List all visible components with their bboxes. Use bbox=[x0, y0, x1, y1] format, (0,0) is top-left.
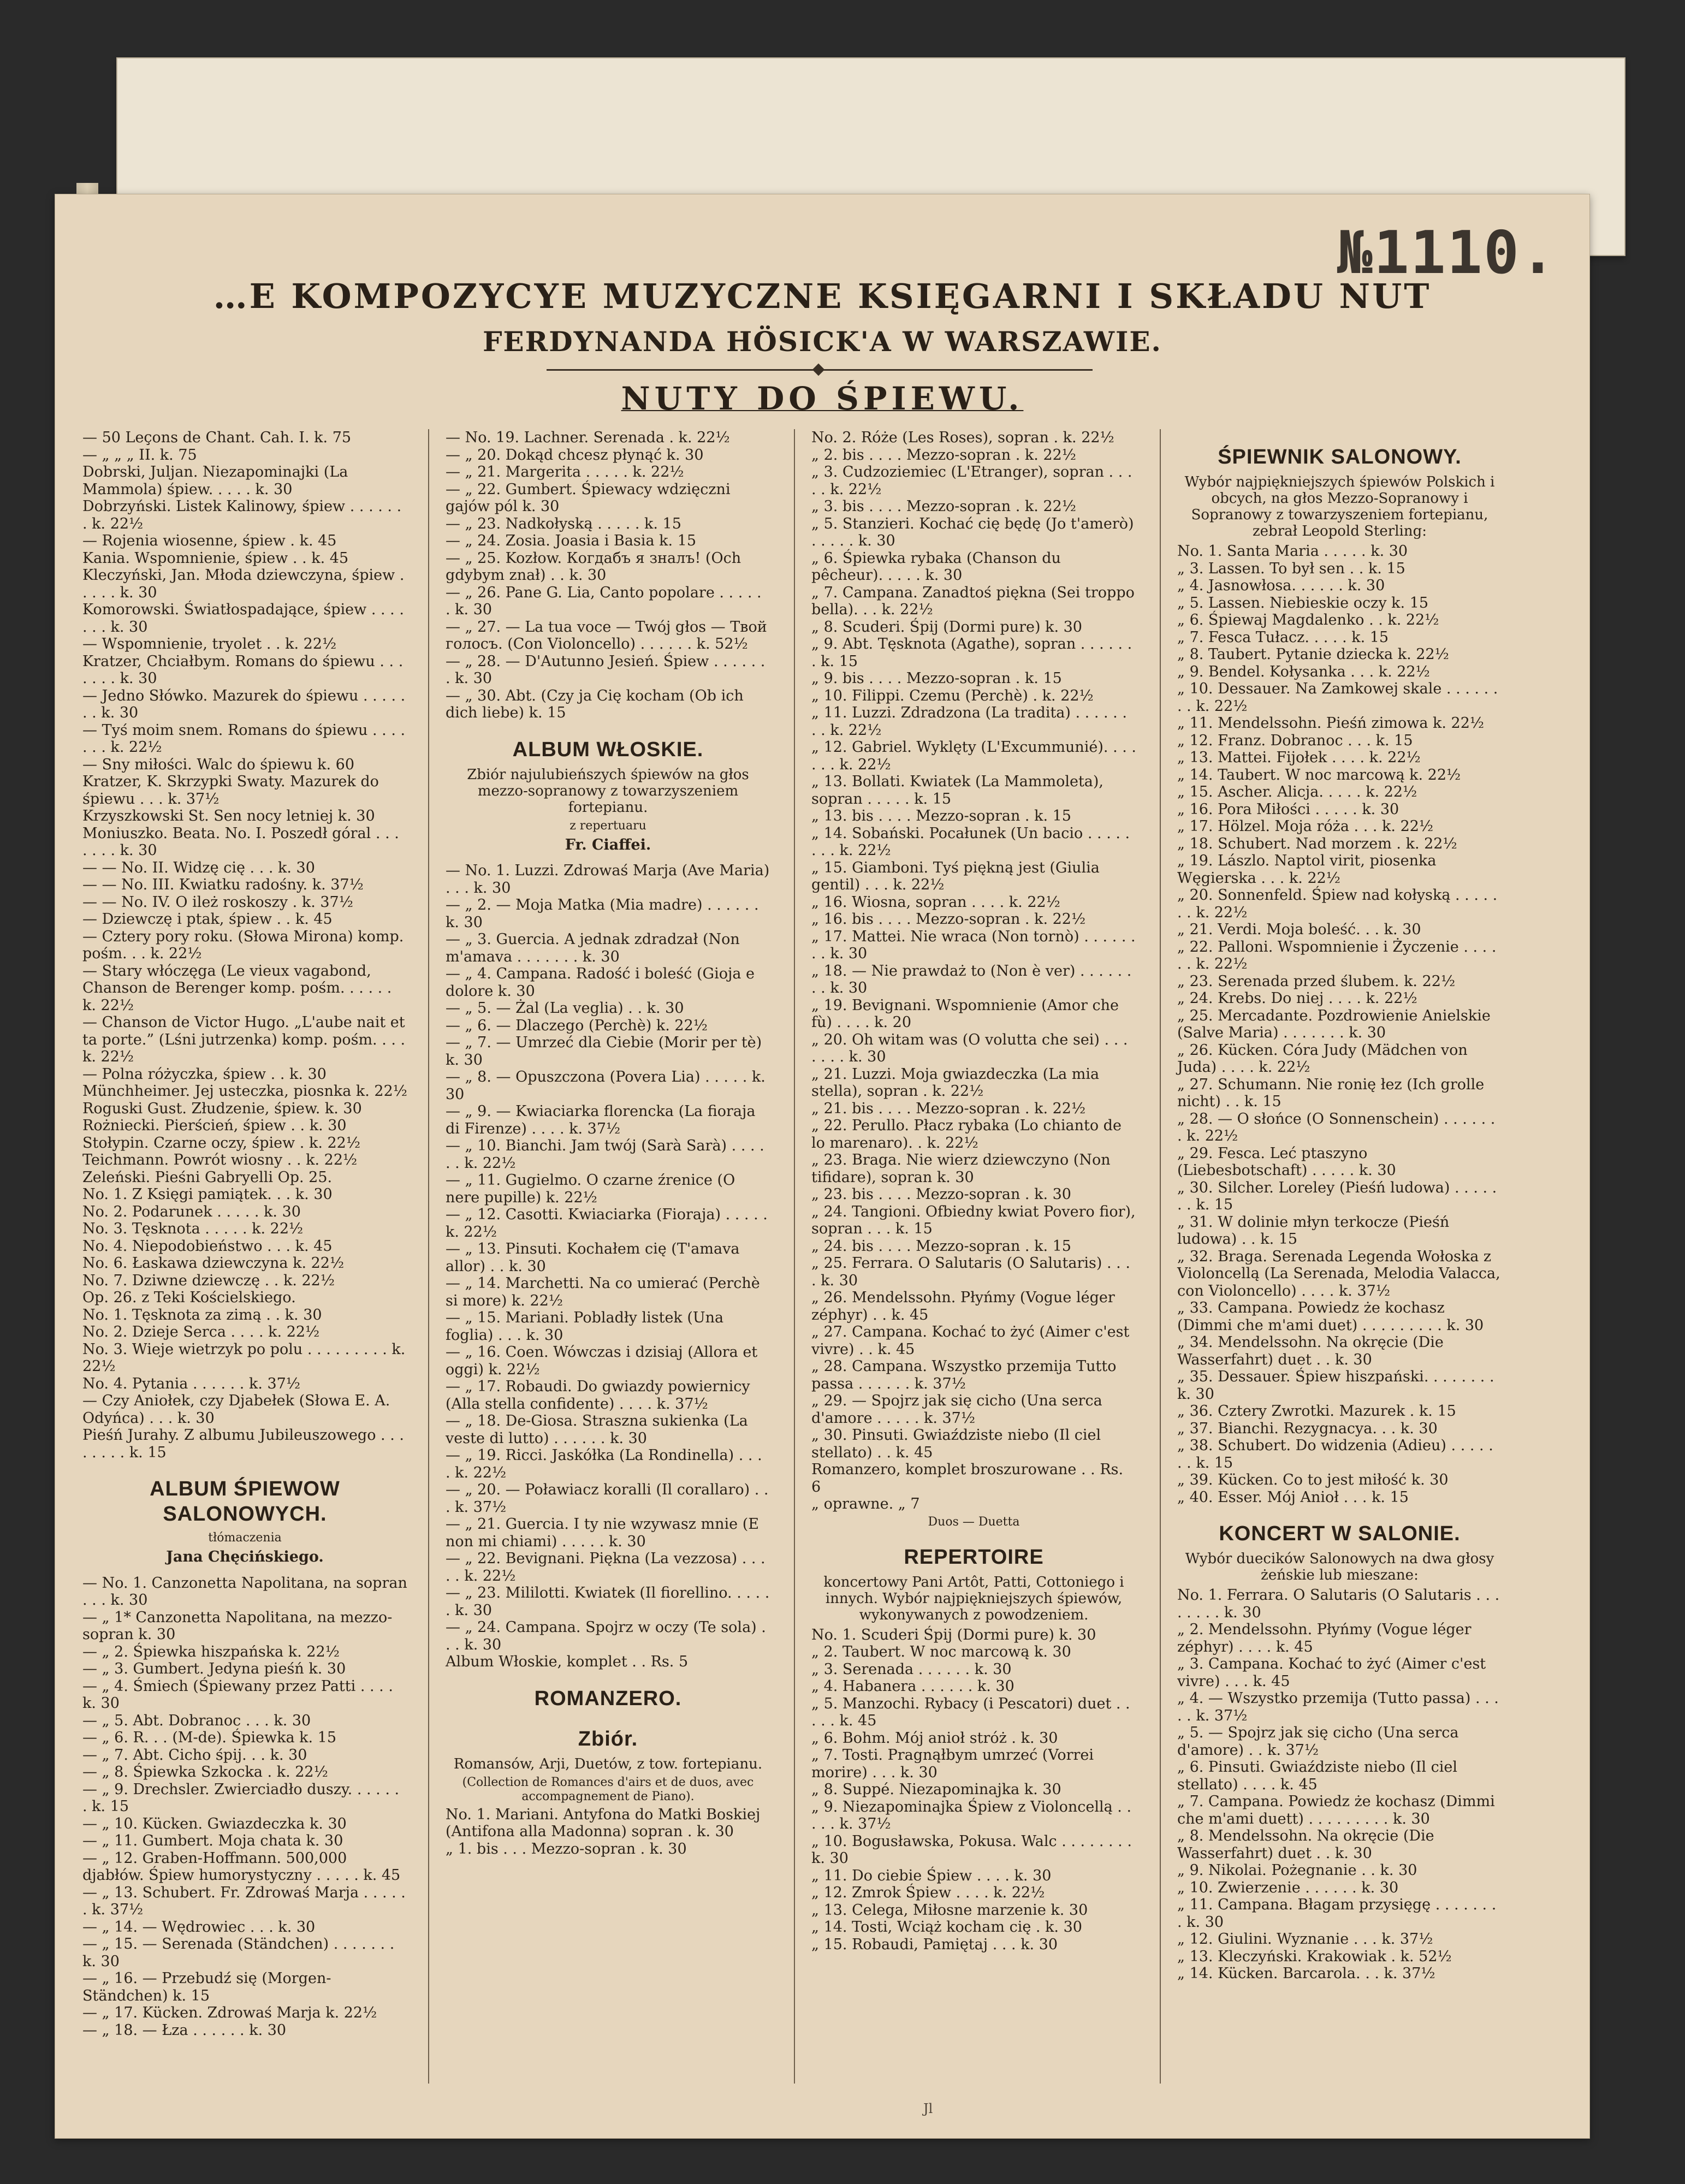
catalog-entry: Rożniecki. Pierścień, śpiew . . k. 30 bbox=[82, 1117, 347, 1134]
catalog-entry: — „ 16. Coen. Wówczas i dzisiaj (Allora et oggi) k. 22½ bbox=[446, 1344, 758, 1378]
section-heading: ŚPIEWNIK SALONOWY. bbox=[1218, 446, 1462, 468]
catalog-entry: „ 10. Dessauer. Na Zamkowej skale . . . . . . . . k. 22½ bbox=[1177, 680, 1498, 715]
catalog-entry: No. 4. Niepodobieństwo . . . k. 45 bbox=[82, 1237, 333, 1255]
catalog-entry: — — No. IV. O ileż roskoszy . k. 37½ bbox=[82, 893, 353, 911]
catalog-entry: — „ 17. Robaudi. Do gwiazdy powiernicy (Alla stella confidente) . . . . k. 37½ bbox=[446, 1378, 750, 1413]
catalog-entry: „ 27. Schumann. Nie ronię łez (Ich grolle nicht) . . k. 15 bbox=[1177, 1076, 1485, 1110]
catalog-entry: „ 27. Campana. Kochać to żyć (Aimer c'est vivre) . . k. 45 bbox=[811, 1324, 1130, 1358]
catalog-entry: — „ 14. — Wędrowiec . . . k. 30 bbox=[82, 1918, 316, 1936]
catalog-entry: No. 2. Dzieje Serca . . . . k. 22½ bbox=[82, 1324, 320, 1340]
catalog-entry: „ 5. Lassen. Niebieskie oczy k. 15 bbox=[1177, 594, 1429, 612]
section-description: Romansów, Arji, Duetów, z tow. fortepianu. bbox=[453, 1755, 763, 1772]
catalog-entry: — „ 9. — Kwiaciarka florencka (La fioraja di Firenze) . . . . k. 37½ bbox=[446, 1103, 756, 1137]
catalog-entry: „ 23. bis . . . . Mezzo-sopran . k. 30 bbox=[811, 1186, 1071, 1203]
catalog-entry: „ 7. Campana. Zanadtoś piękna (Sei troppo bella). . . k. 22½ bbox=[811, 584, 1135, 618]
catalog-entry: — „ 4. Campana. Radość i boleść (Gioja e dolore k. 30 bbox=[446, 965, 755, 1000]
catalog-entry: „ 24. Krebs. Do niej . . . . k. 22½ bbox=[1177, 990, 1417, 1007]
catalog-entry: „ 7. Campana. Powiedz że kochasz (Dimmi che m'ami duett) . . . . . . . . . k. 30 bbox=[1177, 1793, 1495, 1827]
catalog-entry: No. 6. Łaskawa dziewczyna k. 22½ bbox=[82, 1255, 345, 1272]
catalog-entry: „ 17. Hölzel. Moja róża . . . k. 22½ bbox=[1177, 818, 1434, 835]
catalog-entry: „ 13. Mattei. Fijołek . . . . k. 22½ bbox=[1177, 749, 1421, 766]
catalog-entry: „ 6. Śpiewaj Magdalenko . . k. 22½ bbox=[1177, 612, 1439, 628]
catalog-entry: — Rojenia wiosenne, śpiew . k. 45 bbox=[82, 532, 337, 549]
catalog-entry: „ 3. Campana. Kochać to żyć (Aimer c'est vivre) . . . k. 45 bbox=[1177, 1655, 1486, 1690]
catalog-entry: „ 8. Taubert. Pytanie dziecka k. 22½ bbox=[1177, 646, 1449, 663]
catalog-entry: „ 15. Ascher. Alicja. . . . . k. 22½ bbox=[1177, 784, 1417, 800]
catalog-entry: — „ 2. Śpiewka hiszpańska k. 22½ bbox=[82, 1643, 340, 1660]
catalog-entry: No. 1. Tęsknota za zimą . . k. 30 bbox=[82, 1306, 322, 1324]
catalog-entry: — No. 1. Luzzi. Zdrowaś Marja (Ave Maria) . . . k. 30 bbox=[446, 862, 770, 897]
page-subtitle: FERDYNANDA HÖSICK'A W WARSZAWIE. bbox=[483, 325, 1162, 358]
section-note: Duos — Duetta bbox=[928, 1515, 1020, 1529]
catalog-entry: — „ 13. Schubert. Fr. Zdrowaś Marja . . . . . . k. 37½ bbox=[82, 1884, 406, 1918]
catalog-entry: — „ 23. Mililotti. Kwiatek (Il fiorellino. . . . . . k. 30 bbox=[446, 1584, 770, 1619]
catalog-entry: „ 22. Perullo. Płacz rybaka (Lo chianto de lo marenaro). . k. 22½ bbox=[811, 1117, 1122, 1152]
catalog-entry: — „ 21. Guercia. I ty nie wzywasz mnie (E non mi chiami) . . . . . k. 30 bbox=[446, 1516, 759, 1550]
catalog-entry: Münchheimer. Jej usteczka, piosnka k. 22½ bbox=[82, 1083, 407, 1100]
section-heading: ALBUM WŁOSKIE. bbox=[512, 738, 704, 761]
catalog-entry: — „ 27. — La tua voce — Twój głos — Твой голосъ. (Con Violoncello) . . . . . . k. 52½ bbox=[446, 618, 767, 652]
catalog-entry: „ 11. Campana. Błagam przysięgę . . . . . . . . k. 30 bbox=[1177, 1896, 1497, 1931]
catalog-entry: „ 5. Manzochi. Rybacy (i Pescatori) duet . . . . . k. 45 bbox=[811, 1695, 1130, 1729]
catalog-entry: „ 6. Śpiewka rybaka (Chanson du pêcheur). . . . . k. 30 bbox=[811, 549, 1061, 584]
catalog-entry: „ 7. Fesca Tułacz. . . . . k. 15 bbox=[1177, 628, 1389, 646]
catalog-entry: „ 29. Fesca. Leć ptaszyno (Liebesbotschaft) . . . . . k. 30 bbox=[1177, 1144, 1396, 1179]
catalog-entry: „ 30. Pinsuti. Gwiaździste niebo (Il ciel stellato) . . k. 45 bbox=[811, 1427, 1101, 1461]
catalog-entry: — Wspomnienie, tryolet . . k. 22½ bbox=[82, 636, 337, 652]
editor-name: Jana Chęcińskiego. bbox=[166, 1548, 324, 1565]
catalog-entry: „ 10. Zwierzenie . . . . . . k. 30 bbox=[1177, 1879, 1399, 1896]
catalog-entry: „ 20. Oh witam was (O volutta che sei) . . . . . . . k. 30 bbox=[811, 1031, 1128, 1065]
catalog-entry: „ 8. Scuderi. Śpij (Dormi pure) k. 30 bbox=[811, 618, 1082, 636]
catalog-entry: „ 5. — Spojrz jak się cicho (Una serca d'amore) . . k. 37½ bbox=[1177, 1724, 1459, 1759]
catalog-entry: „ 9. Niezapominajka Śpiew z Violoncellą . . . . . k. 37½ bbox=[811, 1798, 1132, 1832]
catalog-entry: Stołypin. Czarne oczy, śpiew . k. 22½ bbox=[82, 1134, 361, 1152]
catalog-entry: „ 5. Stanzieri. Kochać cię będę (Jo t'amerò) . . . . . k. 30 bbox=[811, 515, 1134, 549]
catalog-entry: — No. 1. Canzonetta Napolitana, na sopran . . . k. 30 bbox=[82, 1574, 407, 1609]
catalog-entry: „ 8. Mendelssohn. Na okręcie (Die Wasserfahrt) duet . . k. 30 bbox=[1177, 1827, 1434, 1862]
catalog-entry: „ 14. Sobański. Pocałunek (Un bacio . . . . . . . . k. 22½ bbox=[811, 824, 1130, 859]
catalog-entry: — „ 6. — Dlaczego (Perchè) k. 22½ bbox=[446, 1017, 708, 1034]
catalog-entry: Romanzero, komplet broszurowane . . Rs. 6 bbox=[811, 1461, 1124, 1495]
catalog-entry: „ 7. Tosti. Pragnąłbym umrzeć (Vorrei morire) . . . k. 30 bbox=[811, 1747, 1094, 1781]
catalog-entry: — „ 18. De-Giosa. Straszna sukienka (La veste di lutto) . . . . . . k. 30 bbox=[446, 1413, 748, 1447]
catalog-entry: „ 28. — O słońce (O Sonnenschein) . . . . . . . k. 22½ bbox=[1177, 1110, 1496, 1144]
section-heading: KONCERT W SALONIE. bbox=[1219, 1522, 1461, 1545]
catalog-entry: „ 10. Bogusławska, Pokusa. Walc . . . . . . . . k. 30 bbox=[811, 1832, 1132, 1867]
section-note: (Collection de Romances d'airs et de duos, avec accompagnement de Piano). bbox=[462, 1775, 754, 1803]
catalog-entry: „ 19. Lászlo. Naptol virit, piosenka Węgierska . . . k. 22½ bbox=[1177, 852, 1437, 887]
catalog-entry: Teichmann. Powrót wiosny . . k. 22½ bbox=[82, 1152, 358, 1168]
catalog-entry: — „ 15. — Serenada (Ständchen) . . . . . . . k. 30 bbox=[82, 1936, 395, 1970]
catalog-entry: — „ 11. Gumbert. Moja chata k. 30 bbox=[82, 1832, 343, 1849]
catalog-entry: — „ 20. — Poławiacz koralli (Il corallaro) . . . k. 37½ bbox=[446, 1481, 769, 1516]
catalog-entry: No. 3. Wieje wietrzyk po polu . . . . . . . . . k. 22½ bbox=[82, 1340, 406, 1375]
catalog-entry: Komorowski. Światłospadające, śpiew . . . . . . . k. 30 bbox=[82, 601, 404, 636]
catalog-entry: „ 21. Verdi. Moja boleść. . . k. 30 bbox=[1177, 921, 1421, 938]
catalog-entry: „ 2. bis . . . . Mezzo-sopran . k. 22½ bbox=[811, 446, 1076, 464]
catalog-entry: No. 3. Tęsknota . . . . . k. 22½ bbox=[82, 1220, 304, 1237]
catalog-entry: „ 23. Braga. Nie wierz dziewczyno (Non tifidare), sopran k. 30 bbox=[811, 1152, 1111, 1186]
catalog-entry: „ 10. Filippi. Czemu (Perchè) . k. 22½ bbox=[811, 687, 1094, 704]
catalog-entry: „ 12. Giulini. Wyznanie . . . k. 37½ bbox=[1177, 1931, 1433, 1948]
catalog-column-1 bbox=[82, 429, 407, 2039]
catalog-entry: No. 7. Dziwne dziewczę . . k. 22½ bbox=[82, 1272, 335, 1289]
catalog-entry: — Chanson de Victor Hugo. „L'aube nait et ta porte.” (Lśni jutrzenka) komp. pośm. . . . k. 22½ bbox=[82, 1014, 406, 1065]
catalog-entry: No. 1. Ferrara. O Salutaris (O Salutaris . . . . . . . . k. 30 bbox=[1177, 1587, 1500, 1621]
catalog-entry: — „ 20. Dokąd chcesz płynąć k. 30 bbox=[446, 446, 704, 464]
catalog-entry: „ 40. Esser. Mój Anioł . . . k. 15 bbox=[1177, 1488, 1409, 1506]
catalog-entry: — „ 18. — Łza . . . . . . k. 30 bbox=[82, 2021, 287, 2039]
catalog-entry: Dobrzyński. Listek Kalinowy, śpiew . . . . . . . k. 22½ bbox=[82, 498, 402, 532]
catalog-entry: — „ „ „ II. k. 75 bbox=[82, 446, 197, 464]
catalog-entry: „ 24. bis . . . . Mezzo-sopran . k. 15 bbox=[811, 1237, 1071, 1255]
catalog-entry: Kleczyński, Jan. Młoda dziewczyna, śpiew . . . . . k. 30 bbox=[82, 567, 405, 601]
catalog-entry: „ 6. Bohm. Mój anioł stróż . k. 30 bbox=[811, 1729, 1058, 1747]
catalog-entry: — „ 12. Graben-Hoffmann. 500,000 djabłów. Śpiew humorystyczny . . . . . k. 45 bbox=[82, 1849, 401, 1884]
catalog-entry: „ 28. Campana. Wszystko przemija Tutto passa . . . . . . k. 37½ bbox=[811, 1358, 1117, 1392]
catalog-entry: — „ 11. Gugielmo. O czarne źrenice (O nere pupille) k. 22½ bbox=[446, 1172, 735, 1206]
catalog-entry: „ 23. Serenada przed ślubem. k. 22½ bbox=[1177, 972, 1456, 990]
catalog-entry: „ 36. Cztery Zwrotki. Mazurek . k. 15 bbox=[1177, 1403, 1456, 1420]
catalog-entry: — „ 19. Ricci. Jaskółka (La Rondinella) . . . . k. 22½ bbox=[446, 1447, 762, 1481]
catalog-entry: „ 12. Zmrok Śpiew . . . . k. 22½ bbox=[811, 1884, 1045, 1901]
catalog-entry: — „ 24. Campana. Spojrz w oczy (Te sola) . . . k. 30 bbox=[446, 1619, 766, 1653]
catalog-entry: — „ 5. Abt. Dobranoc . . . k. 30 bbox=[82, 1712, 311, 1729]
catalog-entry: — „ 28. — D'Autunno Jesień. Śpiew . . . . . . . k. 30 bbox=[446, 652, 766, 687]
catalog-entry: — Jedno Słówko. Mazurek do śpiewu . . . . . . . k. 30 bbox=[82, 687, 406, 721]
catalog-entry: „ oprawne. „ 7 bbox=[811, 1495, 920, 1512]
catalog-entry: — „ 10. Bianchi. Jam twój (Sarà Sarà) . . . . . . k. 22½ bbox=[446, 1137, 764, 1172]
catalog-entry: „ 39. Kücken. Co to jest miłość k. 30 bbox=[1177, 1471, 1449, 1488]
catalog-entry: „ 11. Mendelssohn. Pieśń zimowa k. 22½ bbox=[1177, 715, 1485, 732]
page-title: …E KOMPOZYCYE MUZYCZNE KSIĘGARNI I SKŁADU NUT bbox=[213, 276, 1432, 316]
catalog-entry: „ 9. Nikolai. Pożegnanie . . k. 30 bbox=[1177, 1862, 1417, 1879]
catalog-entry: „ 21. Luzzi. Moja gwiazdeczka (La mia stella), sopran . k. 22½ bbox=[811, 1065, 1100, 1100]
catalog-entry: „ 17. Mattei. Nie wraca (Non tornò) . . . . . . . . k. 30 bbox=[811, 928, 1136, 962]
catalog-entry: — „ 6. R. . . (M-de). Śpiewka k. 15 bbox=[82, 1729, 337, 1746]
catalog-entry: — „ 21. Margerita . . . . . k. 22½ bbox=[446, 464, 684, 480]
section-description: Wybór najpiękniejszych śpiewów Polskich i obcych, na głos Mezzo-Sopranowy i Sopranowy z towarzyszeniem fortepianu, zebrał Leopold Sterling: bbox=[1184, 474, 1495, 539]
catalog-entry: — Dziewczę i ptak, śpiew . . k. 45 bbox=[82, 911, 333, 928]
catalog-entry: — — No. III. Kwiatku radośny. k. 37½ bbox=[82, 876, 364, 893]
catalog-entry: „ 14. Taubert. W noc marcową k. 22½ bbox=[1177, 766, 1461, 784]
column-divider bbox=[794, 429, 795, 2084]
catalog-entry: „ 30. Silcher. Loreley (Pieśń ludowa) . . . . . . . k. 15 bbox=[1177, 1179, 1497, 1213]
catalog-entry: „ 4. — Wszystko przemija (Tutto passa) . . . . . k. 37½ bbox=[1177, 1690, 1499, 1724]
catalog-entry: — Cztery pory roku. (Słowa Mirona) komp. pośm. . . k. 22½ bbox=[82, 928, 404, 962]
catalog-entry: — „ 12. Casotti. Kwiaciarka (Fioraja) . . . . . k. 22½ bbox=[446, 1206, 768, 1241]
catalog-entry: No. 1. Mariani. Antyfona do Matki Boskiej (Antifona alla Madonna) sopran . k. 30 bbox=[446, 1806, 761, 1840]
catalog-entry: „ 13. Celega, Miłosne marzenie k. 30 bbox=[811, 1901, 1088, 1919]
catalog-entry: „ 37. Bianchi. Rezygnacya. . . k. 30 bbox=[1177, 1420, 1438, 1437]
section-description: Wybór duecików Salonowych na dwa głosy żeńskie lub mieszane: bbox=[1185, 1551, 1494, 1583]
catalog-entry: „ 16. bis . . . . Mezzo-sopran . k. 22½ bbox=[811, 911, 1086, 928]
section-note: tłómaczenia bbox=[208, 1531, 282, 1545]
catalog-entry: — „ 8. Śpiewka Szkocka . k. 22½ bbox=[82, 1764, 328, 1781]
catalog-entry: No. 4. Pytania . . . . . . k. 37½ bbox=[82, 1375, 301, 1392]
catalog-entry: „ 35. Dessauer. Śpiew hiszpański. . . . . . . . k. 30 bbox=[1177, 1368, 1494, 1403]
section-description: Zbiór najulubieńszych śpiewów na głos mezzo-sopranowy z towarzyszeniem fortepianu. bbox=[467, 766, 749, 816]
catalog-entry: „ 14. Kücken. Barcarola. . . k. 37½ bbox=[1177, 1965, 1435, 1982]
catalog-entry: Krzyszkowski St. Sen nocy letniej k. 30 bbox=[82, 808, 375, 824]
column-divider bbox=[428, 429, 429, 2084]
catalog-entry: — „ 22. Gumbert. Śpiewacy wdzięczni gajów pól k. 30 bbox=[446, 480, 731, 515]
catalog-entry: Pieśń Jurahy. Z albumu Jubileuszowego . . . . . . . . k. 15 bbox=[82, 1427, 404, 1461]
catalog-entry: „ 34. Mendelssohn. Na okręcie (Die Wasserfahrt) duet . . k. 30 bbox=[1177, 1334, 1444, 1368]
catalog-entry: — „ 14. Marchetti. Na co umierać (Perchè si more) k. 22½ bbox=[446, 1275, 760, 1309]
section-description: koncertowy Pani Artôt, Patti, Cottoniego i innych. Wybór najpiękniejszych śpiewów, wykonywanych z powodzeniem. bbox=[823, 1574, 1124, 1623]
catalog-entry: — „ 3. Guercia. A jednak zdradzał (Non m'amava . . . . . . . k. 30 bbox=[446, 931, 740, 965]
catalog-entry: — „ 10. Kücken. Gwiazdeczka k. 30 bbox=[82, 1815, 347, 1832]
catalog-entry: — „ 23. Nadkołyską . . . . . k. 15 bbox=[446, 515, 681, 532]
catalog-page bbox=[55, 194, 1590, 2139]
catalog-entry: „ 15. Giamboni. Tyś piękną jest (Giulia gentil) . . . k. 22½ bbox=[811, 859, 1100, 893]
catalog-entry: Album Włoskie, komplet . . Rs. 5 bbox=[446, 1653, 689, 1670]
catalog-entry: — „ 13. Pinsuti. Kochałem cię (T'amava allor) . . k. 30 bbox=[446, 1241, 740, 1275]
catalog-entry: „ 2. Mendelssohn. Płyńmy (Vogue léger zéphyr) . . . . k. 45 bbox=[1177, 1621, 1472, 1655]
catalog-entry: — „ 22. Bevignani. Piękna (La vezzosa) . . . . . k. 22½ bbox=[446, 1550, 766, 1584]
catalog-entry: Kratzer, K. Skrzypki Swaty. Mazurek do śpiewu . . . k. 37½ bbox=[82, 773, 379, 808]
catalog-entry: „ 2. Taubert. W noc marcową k. 30 bbox=[811, 1643, 1071, 1660]
catalog-entry: „ 25. Mercadante. Pozdrowienie Anielskie (Salve Maria) . . . . . . . k. 30 bbox=[1177, 1007, 1491, 1041]
catalog-entry: „ 16. Wiosna, sopran . . . . k. 22½ bbox=[811, 893, 1060, 911]
catalog-entry: Dobrski, Juljan. Niezapominajki (La Mammola) śpiew. . . . . k. 30 bbox=[82, 464, 348, 498]
catalog-entry: „ 26. Mendelssohn. Płyńmy (Vogue léger zéphyr) . . k. 45 bbox=[811, 1289, 1115, 1324]
catalog-entry: — Stary włóczęga (Le vieux vagabond, Chanson de Berenger komp. pośm. . . . . . k. 22½ bbox=[82, 962, 392, 1014]
section-heading: ALBUM ŚPIEWOW SALONOWYCH. bbox=[150, 1477, 340, 1526]
catalog-entry: No. 1. Scuderi Śpij (Dormi pure) k. 30 bbox=[811, 1626, 1096, 1643]
catalog-entry: No. 1. Santa Maria . . . . . k. 30 bbox=[1177, 543, 1408, 560]
catalog-entry: — No. 19. Lachner. Serenada . k. 22½ bbox=[446, 429, 730, 446]
catalog-entry: „ 13. bis . . . . Mezzo-sopran . k. 15 bbox=[811, 808, 1071, 824]
catalog-column-2 bbox=[446, 429, 770, 1857]
catalog-entry: „ 11. Do ciebie Śpiew . . . . k. 30 bbox=[811, 1867, 1052, 1884]
catalog-entry: „ 18. — Nie prawdaż to (Non è ver) . . . . . . . . k. 30 bbox=[811, 962, 1132, 996]
catalog-entry: „ 24. Tangioni. Ofbiedny kwiat Povero fior), sopran . . . k. 15 bbox=[811, 1203, 1136, 1237]
catalog-entry: „ 20. Sonnenfeld. Śpiew nad kołyską . . . . . . . k. 22½ bbox=[1177, 887, 1498, 921]
catalog-column-3 bbox=[811, 429, 1136, 1953]
catalog-entry: — „ 24. Zosia. Joasia i Basia k. 15 bbox=[446, 532, 696, 549]
page-signature: Jl bbox=[923, 2101, 933, 2116]
section-title: NUTY DO ŚPIEWU. bbox=[621, 380, 1024, 417]
catalog-entry: — „ 7. — Umrzeć dla Ciebie (Morir per tè) k. 30 bbox=[446, 1034, 762, 1069]
catalog-entry: „ 19. Bevignani. Wspomnienie (Amor che fù) . . . . k. 20 bbox=[811, 996, 1119, 1031]
catalog-entry: „ 1. bis . . . Mezzo-sopran . k. 30 bbox=[446, 1840, 687, 1857]
catalog-entry: „ 13. Kleczyński. Krakowiak . k. 52½ bbox=[1177, 1948, 1452, 1965]
catalog-entry: Roguski Gust. Złudzenie, śpiew. k. 30 bbox=[82, 1100, 362, 1117]
header-rule bbox=[547, 369, 1093, 371]
catalog-entry: „ 21. bis . . . . Mezzo-sopran . k. 22½ bbox=[811, 1100, 1086, 1117]
catalog-entry: „ 6. Pinsuti. Gwiaździste niebo (Il ciel stellato) . . . . k. 45 bbox=[1177, 1759, 1457, 1793]
catalog-entry: „ 33. Campana. Powiedz że kochasz (Dimmi che m'ami duet) . . . . . . . . . k. 30 bbox=[1177, 1299, 1484, 1334]
catalog-entry: No. 2. Podarunek . . . . . k. 30 bbox=[82, 1203, 301, 1220]
column-divider bbox=[1160, 429, 1161, 2084]
catalog-entry: Moniuszko. Beata. No. I. Poszedł góral . . . . . . . k. 30 bbox=[82, 824, 399, 859]
catalog-entry: „ 9. bis . . . . Mezzo-sopran . k. 15 bbox=[811, 670, 1062, 687]
catalog-entry: — „ 3. Gumbert. Jedyna pieśń k. 30 bbox=[82, 1660, 346, 1677]
catalog-entry: — „ 2. — Moja Matka (Mia madre) . . . . . . k. 30 bbox=[446, 897, 759, 931]
catalog-entry: „ 14. Tosti, Wciąż kocham cię . k. 30 bbox=[811, 1919, 1082, 1936]
catalog-entry: No. 2. Róże (Les Roses), sopran . k. 22½ bbox=[811, 429, 1114, 446]
catalog-entry: — „ 30. Abt. (Czy ja Cię kocham (Ob ich dich liebe) k. 15 bbox=[446, 687, 744, 721]
catalog-entry: — 50 Leçons de Chant. Cah. I. k. 75 bbox=[82, 429, 352, 446]
catalog-entry: No. 1. Z Księgi pamiątek. . . k. 30 bbox=[82, 1186, 333, 1203]
catalog-entry: „ 13. Bollati. Kwiatek (La Mammoleta), sopran . . . . . k. 15 bbox=[811, 773, 1104, 808]
catalog-entry: „ 18. Schubert. Nad morzem . k. 22½ bbox=[1177, 835, 1457, 852]
catalog-entry: — „ 25. Kozłow. Когдабъ я зналъ! (Och gdybym znał) . . k. 30 bbox=[446, 549, 741, 584]
catalog-column-4 bbox=[1177, 429, 1502, 1983]
catalog-entry: — „ 17. Kücken. Zdrowaś Marja k. 22½ bbox=[82, 2004, 377, 2021]
catalog-entry: — Polna różyczka, śpiew . . k. 30 bbox=[82, 1065, 327, 1083]
catalog-entry: — — No. II. Widzę cię . . . k. 30 bbox=[82, 859, 315, 876]
catalog-entry: „ 9. Abt. Tęsknota (Agathe), sopran . . . . . . . k. 15 bbox=[811, 636, 1132, 670]
catalog-entry: Op. 26. z Teki Kościelskiego. bbox=[82, 1289, 296, 1306]
section-heading: ROMANZERO. bbox=[534, 1687, 682, 1710]
catalog-entry: „ 29. — Spojrz jak się cicho (Una serca d'amore . . . . . k. 37½ bbox=[811, 1392, 1102, 1427]
catalog-entry: „ 4. Jasnowłosa. . . . . . k. 30 bbox=[1177, 577, 1385, 594]
catalog-entry: „ 3. Serenada . . . . . . k. 30 bbox=[811, 1660, 1012, 1678]
catalog-entry: „ 26. Kücken. Córa Judy (Mädchen von Juda) . . . . k. 22½ bbox=[1177, 1041, 1468, 1076]
catalog-entry: „ 11. Luzzi. Zdradzona (La tradita) . . . . . . . . k. 22½ bbox=[811, 704, 1127, 739]
catalog-entry: „ 8. Suppé. Niezapominajka k. 30 bbox=[811, 1781, 1061, 1798]
catalog-entry: — „ 1* Canzonetta Napolitana, na mezzo-sopran k. 30 bbox=[82, 1609, 393, 1643]
catalog-entry: — Czy Aniołek, czy Djabełek (Słowa E. A. Odyńca) . . . k. 30 bbox=[82, 1392, 390, 1427]
catalog-entry: — „ 8. — Opuszczona (Povera Lia) . . . . . k. 30 bbox=[446, 1069, 766, 1103]
catalog-entry: „ 22. Palloni. Wspomnienie i Życzenie . . . . . . k. 22½ bbox=[1177, 938, 1497, 972]
catalog-entry: „ 3. Lassen. To był sen . . k. 15 bbox=[1177, 560, 1405, 577]
catalog-entry: — „ 5. — Żal (La veglia) . . k. 30 bbox=[446, 1000, 684, 1017]
catalog-entry: „ 32. Braga. Serenada Legenda Wołoska z Violoncellą (La Serenada, Melodia Valacca, con Violoncello) . . . . k. 37½ bbox=[1177, 1248, 1500, 1299]
catalog-entry: „ 9. Bendel. Kołysanka . . . k. 22½ bbox=[1177, 663, 1430, 680]
catalog-entry: „ 12. Gabriel. Wyklęty (L'Excummunié). . . . . . . k. 22½ bbox=[811, 739, 1136, 773]
catalog-entry: „ 12. Franz. Dobranoc . . . k. 15 bbox=[1177, 732, 1413, 749]
catalog-entry: — „ 26. Pane G. Lia, Canto popolare . . . . . . k. 30 bbox=[446, 584, 762, 618]
catalog-number-stamp: №1110. bbox=[1337, 219, 1557, 287]
catalog-entry: „ 16. Pora Miłości . . . . . k. 30 bbox=[1177, 800, 1399, 818]
section-heading: REPERTOIRE bbox=[904, 1545, 1044, 1569]
section-heading: Zbiór. bbox=[578, 1727, 638, 1750]
catalog-entry: Kania. Wspomnienie, śpiew . . k. 45 bbox=[82, 549, 349, 567]
catalog-entry: — „ 16. — Przebudź się (Morgen-Ständchen) k. 15 bbox=[82, 1970, 331, 2004]
catalog-entry: — „ 9. Drechsler. Zwierciadło duszy. . . . . . . k. 15 bbox=[82, 1781, 400, 1815]
catalog-entry: „ 4. Habanera . . . . . . k. 30 bbox=[811, 1678, 1014, 1695]
catalog-entry: — „ 7. Abt. Cicho śpij. . . k. 30 bbox=[82, 1746, 307, 1764]
catalog-entry: „ 3. Cudzoziemiec (L'Etranger), sopran . . . . . k. 22½ bbox=[811, 464, 1132, 498]
catalog-entry: „ 25. Ferrara. O Salutaris (O Salutaris) . . . . k. 30 bbox=[811, 1255, 1130, 1289]
catalog-entry: — Sny miłości. Walc do śpiewu k. 60 bbox=[82, 756, 355, 773]
catalog-entry: Zeleński. Pieśni Gabryelli Op. 25. bbox=[82, 1168, 333, 1186]
catalog-entry: „ 3. bis . . . . Mezzo-sopran . k. 22½ bbox=[811, 498, 1076, 515]
catalog-entry: — Tyś moim snem. Romans do śpiewu . . . . . . . k. 22½ bbox=[82, 721, 406, 756]
catalog-entry: „ 15. Robaudi, Pamiętaj . . . k. 30 bbox=[811, 1936, 1058, 1953]
section-note: z repertuaru bbox=[569, 818, 646, 833]
editor-name: Fr. Ciaffei. bbox=[565, 836, 651, 853]
catalog-entry: Kratzer, Chciałbym. Romans do śpiewu . . . . . . . k. 30 bbox=[82, 652, 404, 687]
catalog-entry: „ 38. Schubert. Do widzenia (Adieu) . . . . . . . k. 15 bbox=[1177, 1437, 1493, 1471]
catalog-entry: „ 31. W dolinie młyn terkocze (Pieśń ludowa) . . k. 15 bbox=[1177, 1213, 1450, 1248]
catalog-entry: — „ 15. Mariani. Pobladły listek (Una foglia) . . . k. 30 bbox=[446, 1309, 724, 1344]
catalog-entry: — „ 4. Śmiech (Śpiewany przez Patti . . . . k. 30 bbox=[82, 1677, 393, 1712]
